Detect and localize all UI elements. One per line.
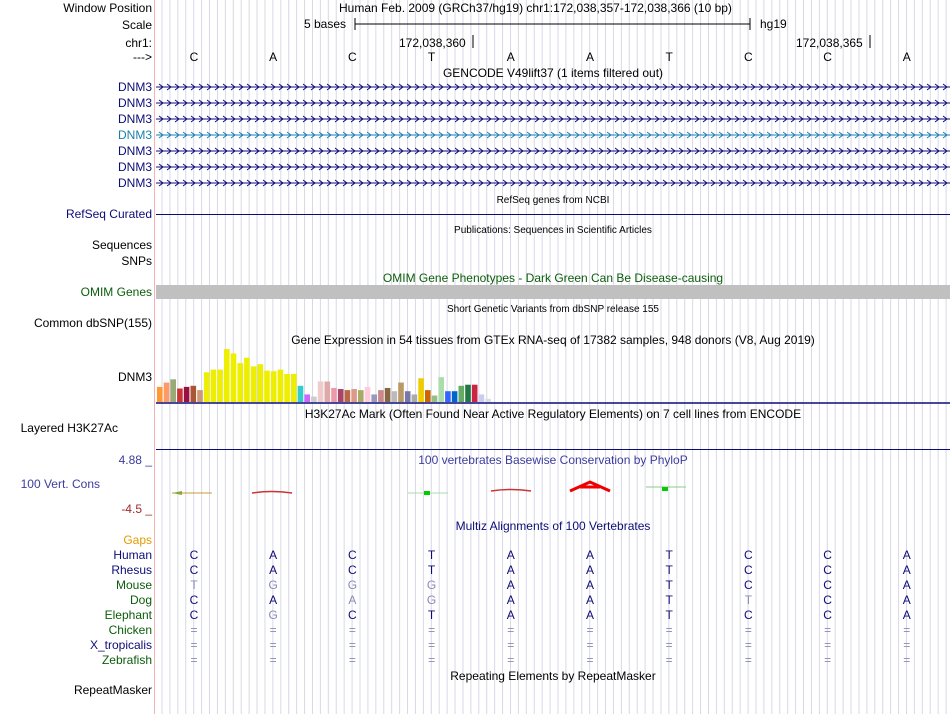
multiz-base: T xyxy=(665,548,673,562)
refseq-title: RefSeq genes from NCBI xyxy=(496,195,610,206)
gtex-bar xyxy=(485,399,491,402)
multiz-base: A xyxy=(269,593,278,607)
multiz-base: A xyxy=(348,593,357,607)
multiz-base: = xyxy=(428,638,436,652)
multiz-base: = xyxy=(348,653,356,667)
cons-mark-2 xyxy=(252,492,292,494)
strand-label: ---> xyxy=(133,50,152,64)
multiz-base: G xyxy=(268,608,278,622)
coord-tick-2: 172,038,365 xyxy=(796,36,863,50)
gtex-label[interactable]: DNM3 xyxy=(117,370,152,384)
gtex-bar xyxy=(425,390,431,402)
reference-base: C xyxy=(348,50,357,64)
gtex-bar xyxy=(224,349,230,402)
publications-sequences-label[interactable]: Sequences xyxy=(91,238,152,252)
gtex-bar xyxy=(392,391,398,402)
gtex-bar xyxy=(304,394,310,402)
refseq-label[interactable]: RefSeq Curated xyxy=(65,207,152,221)
multiz-base: = xyxy=(903,638,911,652)
gtex-bar xyxy=(358,390,364,402)
gtex-bar xyxy=(191,386,197,402)
gtex-bar xyxy=(271,371,277,402)
multiz-base: A xyxy=(269,548,278,562)
multiz-species-label[interactable]: Chicken xyxy=(108,623,152,637)
gtex-bar xyxy=(170,379,176,402)
multiz-base: = xyxy=(190,653,198,667)
multiz-base: C xyxy=(348,548,357,562)
multiz-base: A xyxy=(506,548,515,562)
conservation-label[interactable]: 100 Vert. Cons xyxy=(20,477,100,491)
repeatmasker-label[interactable]: RepeatMasker xyxy=(73,683,152,697)
conservation-title: 100 vertebrates Basewise Conservation by PhyloP xyxy=(418,453,688,467)
dbsnp-label[interactable]: Common dbSNP(155) xyxy=(33,316,152,330)
omim-title: OMIM Gene Phenotypes - Dark Green Can Be Disease-causing xyxy=(382,271,724,285)
omim-bar[interactable] xyxy=(156,285,950,299)
multiz-base: C xyxy=(744,548,753,562)
multiz-base: C xyxy=(823,578,832,592)
multiz-base: = xyxy=(348,623,356,637)
h3k27ac-baseline xyxy=(156,449,950,450)
gencode-item-label[interactable]: DNM3 xyxy=(117,160,152,174)
gtex-bar xyxy=(338,389,344,402)
multiz-base: G xyxy=(426,578,437,592)
multiz-base: A xyxy=(585,548,594,562)
scale-assembly: hg19 xyxy=(760,17,787,31)
cons-mark-6b xyxy=(662,487,668,491)
multiz-base: = xyxy=(348,638,356,652)
multiz-base: = xyxy=(824,653,832,667)
multiz-species-label[interactable]: Zebrafish xyxy=(101,653,152,667)
multiz-title: Multiz Alignments of 100 Vertebrates xyxy=(455,519,651,533)
gtex-bar xyxy=(331,388,337,402)
scale-bar xyxy=(354,17,754,31)
gencode-item-label[interactable]: DNM3 xyxy=(117,80,152,94)
multiz-base: = xyxy=(824,638,832,652)
gtex-bar xyxy=(432,396,438,402)
dbsnp-title: Short Genetic Variants from dbSNP release 155 xyxy=(447,304,659,315)
window-position-label: Window Position xyxy=(63,1,152,15)
gtex-bar xyxy=(157,387,163,402)
gtex-bar xyxy=(311,397,317,402)
gtex-bar xyxy=(418,378,424,402)
gtex-bar xyxy=(164,383,170,402)
gtex-bars[interactable] xyxy=(156,346,950,404)
scale-value: 5 bases xyxy=(304,17,347,31)
multiz-species-label[interactable]: Dog xyxy=(129,593,152,607)
gtex-bar xyxy=(465,385,471,402)
gtex-bar xyxy=(365,387,371,402)
multiz-base: = xyxy=(269,653,277,667)
gencode-transcript[interactable] xyxy=(156,161,950,173)
gtex-bar xyxy=(264,371,270,402)
coord-tick-1-mark xyxy=(472,35,474,49)
multiz-base: = xyxy=(744,653,752,667)
multiz-base: T xyxy=(665,563,673,577)
multiz-base: = xyxy=(428,623,436,637)
gtex-bar xyxy=(479,394,485,402)
coord-tick-2-mark xyxy=(869,35,871,49)
gencode-transcript[interactable] xyxy=(156,113,950,125)
multiz-base: A xyxy=(902,548,911,562)
multiz-base: C xyxy=(189,608,199,622)
multiz-base: = xyxy=(586,638,594,652)
gtex-bar xyxy=(351,389,357,402)
multiz-base: = xyxy=(269,623,277,637)
reference-base: A xyxy=(902,50,911,64)
multiz-base: C xyxy=(189,593,199,607)
reference-base: A xyxy=(269,50,278,64)
h3k27ac-label[interactable]: Layered H3K27Ac xyxy=(20,421,118,435)
gtex-bar xyxy=(398,383,404,402)
multiz-base: = xyxy=(507,638,515,652)
gtex-bar xyxy=(251,366,257,402)
gtex-bar xyxy=(184,387,190,402)
gencode-item-label[interactable]: DNM3 xyxy=(117,128,152,142)
multiz-base: A xyxy=(506,593,515,607)
gtex-bar xyxy=(244,358,250,402)
gtex-bar xyxy=(378,390,384,402)
gtex-bar xyxy=(284,374,290,402)
gtex-bar xyxy=(371,394,377,402)
gencode-transcript[interactable] xyxy=(156,177,950,189)
multiz-base: C xyxy=(744,563,753,577)
gencode-item-label[interactable]: DNM3 xyxy=(117,112,152,126)
multiz-base: = xyxy=(665,638,673,652)
multiz-base: = xyxy=(744,623,752,637)
multiz-base: = xyxy=(507,623,515,637)
multiz-base: T xyxy=(665,608,673,622)
gtex-bar xyxy=(459,386,465,402)
gtex-bar xyxy=(318,381,324,402)
multiz-species-label[interactable]: Human xyxy=(113,548,152,562)
multiz-base: = xyxy=(824,623,832,637)
multiz-base: T xyxy=(665,593,673,607)
gtex-bar xyxy=(345,390,351,402)
multiz-base: T xyxy=(427,608,436,622)
multiz-base: C xyxy=(744,578,753,592)
gtex-bar xyxy=(385,388,391,402)
reference-base: T xyxy=(665,50,673,64)
gtex-title: Gene Expression in 54 tissues from GTEx RNA-seq of 17382 samples, 948 donors (V8, Aug 2019) xyxy=(291,333,815,347)
multiz-species-label[interactable]: Elephant xyxy=(104,608,152,622)
multiz-species-label[interactable]: Rhesus xyxy=(111,563,152,577)
gtex-bar xyxy=(298,386,304,402)
cons-mark-5 xyxy=(570,482,610,491)
gtex-bar xyxy=(472,385,478,402)
conservation-ymax: 4.88 _ xyxy=(118,453,152,467)
window-position-value: Human Feb. 2009 (GRCh37/hg19) chr1:172,038,357-172,038,366 (10 bp) xyxy=(339,1,732,15)
gencode-transcript[interactable] xyxy=(156,97,950,109)
multiz-base: A xyxy=(585,593,594,607)
multiz-base: = xyxy=(269,638,277,652)
gtex-bar xyxy=(405,391,411,402)
multiz-base: = xyxy=(665,653,673,667)
multiz-base: C xyxy=(189,548,199,562)
gencode-item-label[interactable]: DNM3 xyxy=(117,96,152,110)
gencode-transcript[interactable] xyxy=(156,145,950,157)
gtex-bar xyxy=(445,391,451,402)
multiz-base: C xyxy=(823,548,832,562)
gtex-bar xyxy=(291,374,297,402)
gtex-bar xyxy=(438,377,444,402)
gtex-bar xyxy=(412,394,418,402)
refseq-line[interactable] xyxy=(156,214,950,215)
multiz-base: C xyxy=(348,608,357,622)
multiz-base: C xyxy=(823,593,832,607)
multiz-base: = xyxy=(190,638,198,652)
multiz-base: G xyxy=(268,578,278,592)
gtex-bar xyxy=(237,363,243,402)
gtex-bar xyxy=(258,364,264,402)
multiz-base: A xyxy=(902,593,911,607)
multiz-base: C xyxy=(348,563,357,577)
multiz-base: A xyxy=(902,608,911,622)
multiz-base: A xyxy=(506,608,515,622)
multiz-base: T xyxy=(427,548,436,562)
multiz-base: C xyxy=(189,563,199,577)
multiz-gaps-label[interactable]: Gaps xyxy=(123,533,152,547)
multiz-base: = xyxy=(665,623,673,637)
multiz-base: = xyxy=(903,623,911,637)
multiz-base: A xyxy=(269,563,278,577)
multiz-base: = xyxy=(903,653,911,667)
publications-title: Publications: Sequences in Scientific Articles xyxy=(454,225,652,236)
gtex-bar xyxy=(197,390,203,402)
multiz-base: A xyxy=(585,608,594,622)
multiz-species-label[interactable]: X_tropicalis xyxy=(89,638,152,652)
omim-label[interactable]: OMIM Genes xyxy=(80,285,152,299)
scale-label: Scale xyxy=(121,18,152,32)
multiz-base: A xyxy=(585,563,594,577)
coord-tick-1: 172,038,360 xyxy=(399,36,466,50)
gtex-bar xyxy=(204,372,210,402)
multiz-base: C xyxy=(823,563,832,577)
multiz-base: A xyxy=(506,578,515,592)
multiz-base: A xyxy=(506,563,515,577)
multiz-base: A xyxy=(585,578,594,592)
repeatmasker-title: Repeating Elements by RepeatMasker xyxy=(450,669,656,683)
multiz-base: = xyxy=(586,653,594,667)
gencode-transcript[interactable] xyxy=(156,129,950,141)
gtex-bar xyxy=(231,353,237,402)
multiz-base: G xyxy=(347,578,358,592)
gencode-transcript[interactable] xyxy=(156,81,950,93)
cons-mark-4 xyxy=(491,490,531,492)
chrom-label: chr1: xyxy=(125,36,152,50)
gtex-bar xyxy=(217,370,223,402)
h3k27ac-title: H3K27Ac Mark (Often Found Near Active Regulatory Elements) on 7 cell lines from ENCODE xyxy=(304,407,802,421)
reference-base: C xyxy=(744,50,753,64)
gtex-bar xyxy=(177,389,183,403)
gencode-title: GENCODE V49lift37 (1 items filtered out) xyxy=(442,66,664,80)
multiz-base: T xyxy=(665,578,673,592)
multiz-base: = xyxy=(744,638,752,652)
cons-mark-3b xyxy=(424,491,430,495)
reference-base: C xyxy=(189,50,199,64)
gencode-item-label[interactable]: DNM3 xyxy=(117,144,152,158)
multiz-species-label[interactable]: Mouse xyxy=(115,578,152,592)
multiz-base: C xyxy=(823,608,832,622)
multiz-base: T xyxy=(427,563,436,577)
reference-base: A xyxy=(585,50,594,64)
conservation-ymin: -4.5 _ xyxy=(121,502,152,516)
multiz-base: C xyxy=(744,608,753,622)
multiz-base: T xyxy=(744,593,753,607)
gtex-bar xyxy=(211,370,217,402)
multiz-base: = xyxy=(586,623,594,637)
multiz-base: = xyxy=(190,623,198,637)
multiz-base: = xyxy=(507,653,515,667)
publications-snps-label[interactable]: SNPs xyxy=(121,254,152,268)
reference-base: C xyxy=(823,50,832,64)
reference-base: A xyxy=(506,50,515,64)
multiz-base: = xyxy=(428,653,436,667)
gencode-item-label[interactable]: DNM3 xyxy=(117,176,152,190)
multiz-base: T xyxy=(190,578,198,592)
multiz-base: G xyxy=(426,593,437,607)
cons-mark-1b xyxy=(172,491,182,495)
gtex-bar xyxy=(452,391,458,402)
gtex-bar xyxy=(325,381,331,402)
reference-base: T xyxy=(427,50,436,64)
gtex-bar xyxy=(278,370,284,402)
multiz-base: A xyxy=(902,563,911,577)
conservation-plot[interactable] xyxy=(156,476,950,500)
multiz-base: A xyxy=(902,578,911,592)
